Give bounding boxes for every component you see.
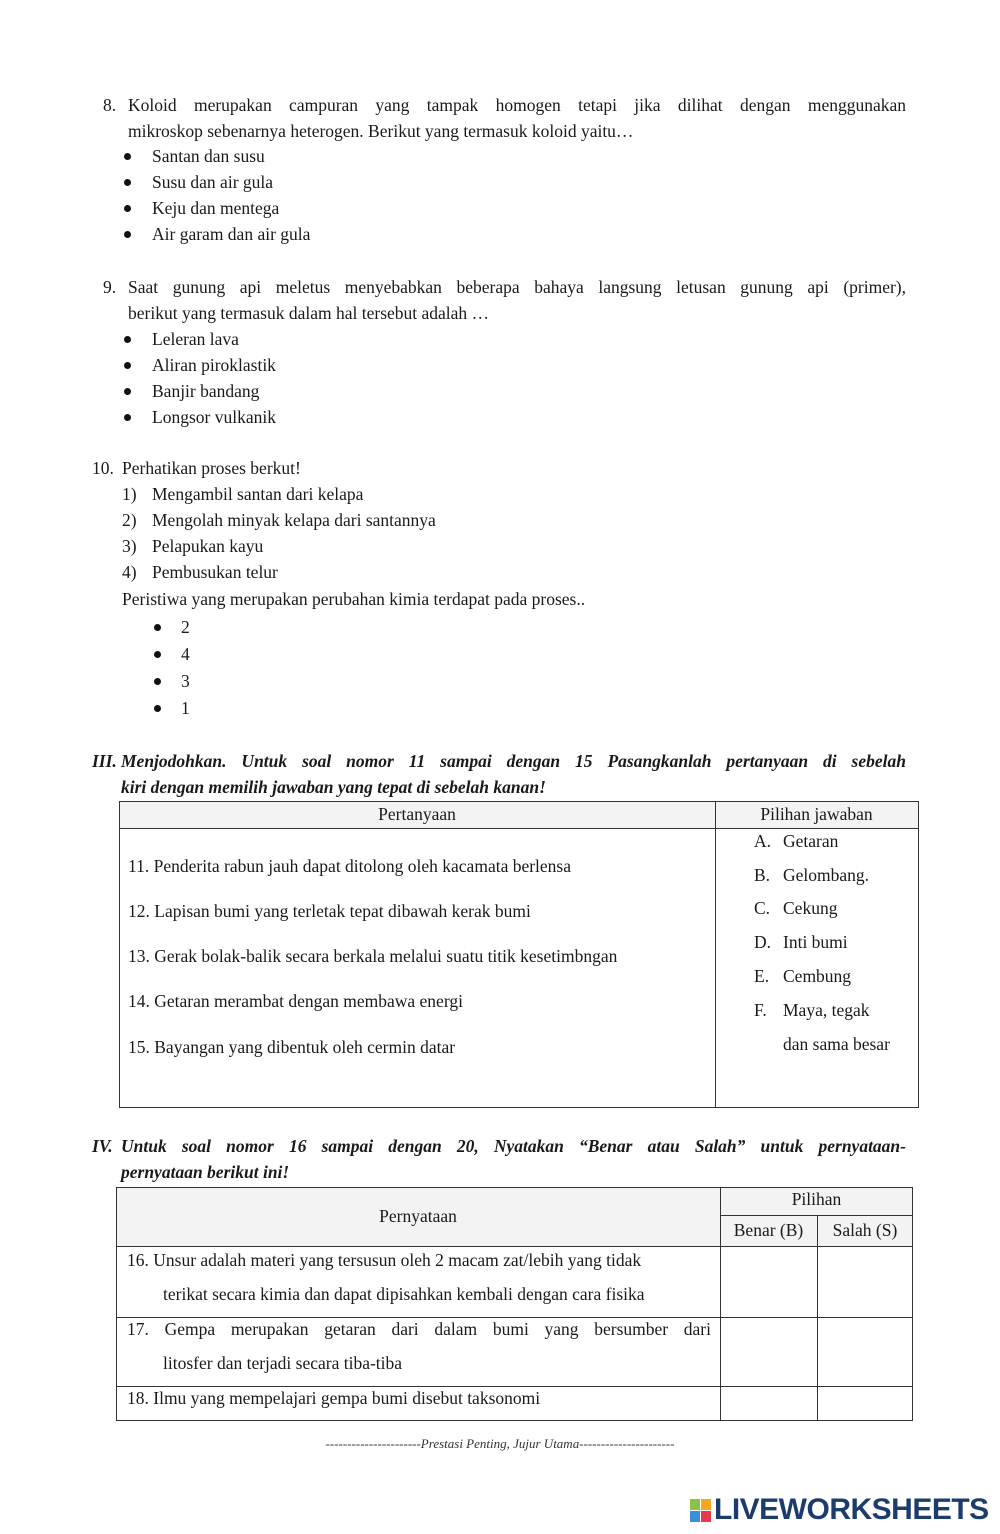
tf-header-true: Benar (B) [733,1220,804,1240]
matching-answer: dan sama besar [783,1034,890,1054]
matching-question: 12. Lapisan bumi yang terletak tepat dibawah kerak bumi [128,901,531,921]
matching-answer: Getaran [783,831,839,851]
section4-instruction: Untuk soal nomor 16 sampai dengan 20, Nyatakan “Benar atau Salah” untuk pernyataan- [121,1136,906,1156]
q10-question: Peristiwa yang merupakan perubahan kimia terdapat pada proses.. [122,589,586,609]
q10-step: Pelapukan kayu [152,536,264,556]
matching-header-question: Pertanyaan [378,804,456,824]
q9-text-2: berikut yang termasuk dalam hal tersebut adalah … [128,303,490,323]
q10-step-number: 2) [122,510,137,530]
q8-option: Keju dan mentega [152,198,280,218]
true-answer-cell[interactable] [721,1318,817,1386]
false-answer-cell[interactable] [818,1318,913,1386]
bullet-icon [154,678,161,685]
q10-option: 1 [181,698,190,718]
q9-text: Saat gunung api meletus menyebabkan beberapa bahaya langsung letusan gunung api (primer), [128,277,906,297]
q8-option: Santan dan susu [152,146,265,166]
bullet-icon [124,205,131,212]
q8-option: Susu dan air gula [152,172,274,192]
footer-motto: ----------------------Prestasi Penting, Jujur Utama---------------------- [325,1436,675,1451]
q10-number: 10. [92,458,114,478]
bullet-icon [154,651,161,658]
matching-question: 13. Gerak bolak-balik secara berkala melalui suatu titik kesetimbngan [128,946,618,966]
q10-step-number: 1) [122,484,137,504]
tf-statement-cont: terikat secara kimia dan dapat dipisahkan kembali dengan cara fisika [163,1284,645,1304]
bullet-icon [124,179,131,186]
tf-header-choice: Pilihan [791,1189,842,1209]
section3-instruction: Menjodohkan. Untuk soal nomor 11 sampai dengan 15 Pasangkanlah pertanyaan di sebelah [121,751,906,771]
tf-statement: 16. Unsur adalah materi yang tersusun oleh 2 macam zat/lebih yang tidak [127,1250,642,1270]
matching-answer: Maya, tegak [783,1000,870,1020]
q10-step: Pembusukan telur [152,562,278,582]
bullet-icon [154,705,161,712]
matching-answer-letter: F. [754,1000,767,1020]
q10-step-number: 3) [122,536,137,556]
matching-question: 15. Bayangan yang dibentuk oleh cermin datar [128,1037,456,1057]
tf-header-statement: Pernyataan [379,1206,457,1226]
false-answer-cell[interactable] [818,1247,913,1316]
false-answer-cell[interactable] [818,1387,913,1420]
matching-question: 11. Penderita rabun jauh dapat ditolong oleh kacamata berlensa [128,856,572,876]
matching-answer-letter: A. [754,831,772,851]
bullet-icon [154,624,161,631]
q10-option: 2 [181,617,190,637]
bullet-icon [124,231,131,238]
matching-answer-letter: C. [754,898,771,918]
q9-option: Aliran piroklastik [152,355,276,375]
q9-number: 9. [103,277,117,297]
tf-statement: 18. Ilmu yang mempelajari gempa bumi disebut taksonomi [127,1388,541,1408]
matching-answer: Inti bumi [783,932,848,952]
q8-option: Air garam dan air gula [152,224,311,244]
matching-answer-letter: B. [754,865,771,885]
q9-option: Longsor vulkanik [152,407,276,427]
matching-answer: Cembung [783,966,852,986]
matching-question: 14. Getaran merambat dengan membawa energi [128,991,463,1011]
tf-header-false: Salah (S) [832,1220,898,1240]
q8-text: Koloid merupakan campuran yang tampak homogen tetapi jika dilihat dengan menggunakan [128,95,906,115]
tf-statement: 17. Gempa merupakan getaran dari dalam bumi yang bersumber dari [127,1319,711,1339]
q10-step-number: 4) [122,562,137,582]
matching-answer-letter: D. [754,932,772,952]
q8-text-2: mikroskop sebenarnya heterogen. Berikut yang termasuk koloid yaitu… [128,121,634,141]
bullet-icon [124,388,131,395]
q9-option: Leleran lava [152,329,239,349]
bullet-icon [124,336,131,343]
q10-step: Mengambil santan dari kelapa [152,484,364,504]
matching-answer-letter: E. [754,966,770,986]
section3-instruction-2: kiri dengan memilih jawaban yang tepat di sebelah kanan! [121,777,546,797]
section4-instruction-2: pernyataan berikut ini! [121,1162,290,1182]
q10-step: Mengolah minyak kelapa dari santannya [152,510,436,530]
matching-answer: Gelombang. [783,865,870,885]
bullet-icon [124,362,131,369]
logo-icon [690,1499,711,1522]
q9-option: Banjir bandang [152,381,260,401]
liveworksheets-logo: LIVEWORKSHEETS [690,1493,989,1527]
section3-number: III. [92,751,117,771]
q8-number: 8. [103,95,117,115]
matching-answer: Cekung [783,898,838,918]
true-answer-cell[interactable] [721,1247,817,1316]
bullet-icon [124,414,131,421]
matching-header-answer: Pilihan jawaban [760,804,873,824]
bullet-icon [124,153,131,160]
section4-number: IV. [92,1136,113,1156]
q10-intro: Perhatikan proses berkut! [122,458,301,478]
tf-statement-cont: litosfer dan terjadi secara tiba-tiba [163,1353,403,1373]
q10-option: 4 [181,644,190,664]
q10-option: 3 [181,671,190,691]
true-answer-cell[interactable] [721,1387,817,1420]
